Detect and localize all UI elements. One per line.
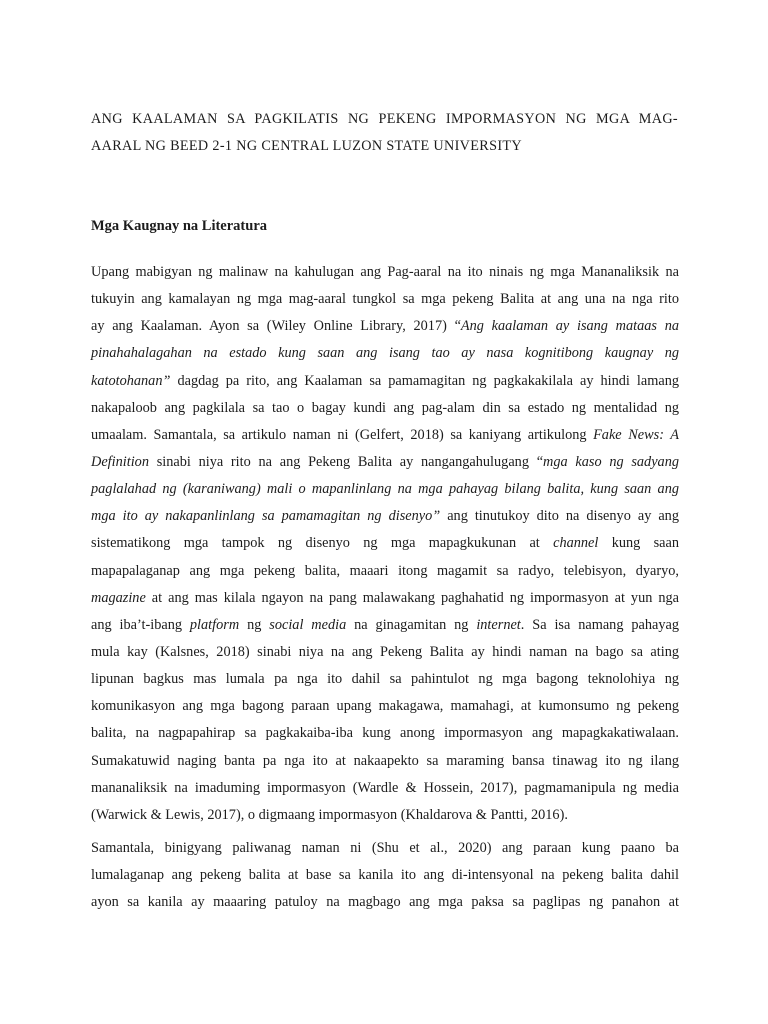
text-line: ayon sa kanila ay maaaring patuloy na magbago ang mga paksa sa paglipas ng panahon at [91, 894, 679, 911]
text-line: mula kay (Kalsnes, 2018) sinabi niya na ang Pekeng Balita ay hindi naman na bago sa ating [91, 643, 679, 660]
text-line: mga ito ay nakapanlinlang sa pamamagitan ng disenyo” ang tinutukoy dito na disenyo ay ang [91, 508, 679, 525]
text-line: umaalam. Samantala, sa artikulo naman ni (Gelfert, 2018) sa kaniyang artikulong Fake News: A [91, 426, 679, 443]
text-line: nakapaloob ang pagkilala sa tao o bagay kundi ang pag-alam din sa estado ng mentalidad ng [91, 399, 679, 416]
text-line: ay ang Kaalaman. Ayon sa (Wiley Online Library, 2017) “Ang kaalaman ay isang mataas na [91, 318, 679, 335]
paragraph-2 [91, 835, 679, 916]
text-line: komunikasyon ang mga bagong paraan upang makagawa, mamahagi, at kumonsumo ng pekeng [91, 698, 679, 715]
section-heading: Mga Kaugnay na Literatura [91, 218, 268, 234]
text-line: Sumakatuwid naging banta pa nga ito at nakaapekto sa maraming bansa tinawag ito ng ilang [91, 752, 679, 769]
text-line: lumalaganap ang pekeng balita at base sa kanila ito ang di-intensyonal na pekeng balita dahil [91, 867, 679, 884]
title-line-1: ANG KAALAMAN SA PAGKILATIS NG PEKENG IMPORMASYON NG MGA MAG- [91, 111, 678, 127]
text-line: paglalahad ng (karaniwang) mali o mapanlinlang na mga pahayag bilang balita, kung saan ang [91, 481, 679, 498]
text-line: ang iba’t-ibang platform ng social media na ginagamitan ng internet. Sa isa namang pahayag [91, 616, 680, 633]
text-line: magazine at ang mas kilala ngayon na pang malawakang paghahatid ng impormasyon at yun nga [91, 589, 679, 606]
text-line: lipunan bagkus mas lumala pa nga ito dahil sa pahintulot ng mga bagong teknolohiya ng [91, 671, 679, 688]
text-line: Definition sinabi niya rito na ang Pekeng Balita ay nangangahulugang “mga kaso ng sadyang [91, 453, 679, 470]
text-line: pinahahalagahan na estado kung saan ang isang tao ay nasa kognitibong kaugnay ng [91, 345, 679, 362]
text-line: mapapalaganap ang mga pekeng balita, maaari itong magamit sa radyo, telebisyon, dyaryo, [91, 562, 679, 579]
text-line: sistematikong mga tampok ng disenyo ng mga mapagkukunan at channel kung saan [91, 535, 680, 552]
document-title [91, 106, 678, 160]
text-line: mananaliksik na imaduming impormasyon (Wardle & Hossein, 2017), pagmamanipula ng media [91, 779, 679, 796]
title-line-2: AARAL NG BEED 2-1 NG CENTRAL LUZON STATE UNIVERSITY [91, 138, 523, 154]
text-line: katotohanan” dagdag pa rito, ang Kaalaman sa pamamagitan ng pagkakakilala ay hindi lamang [91, 372, 679, 389]
text-line: tukuyin ang kamalayan ng mga mag-aaral tungkol sa mga pekeng Balita at ang una na nga rito [91, 291, 679, 308]
text-line: (Warwick & Lewis, 2017), o digmaang impormasyon (Khaldarova & Pantti, 2016). [91, 806, 568, 823]
text-line: Samantala, binigyang paliwanag naman ni (Shu et al., 2020) ang paraan kung paano ba [91, 840, 679, 856]
text-line: Upang mabigyan ng malinaw na kahulugan ang Pag-aaral na ito ninais ng mga Mananaliksik na [91, 264, 679, 280]
text-line: balita, na nagpapahirap sa pagkakaiba-iba kung anong impormasyon ang mapagkakatiwalaan. [91, 725, 679, 742]
paragraph-1 [91, 259, 679, 829]
